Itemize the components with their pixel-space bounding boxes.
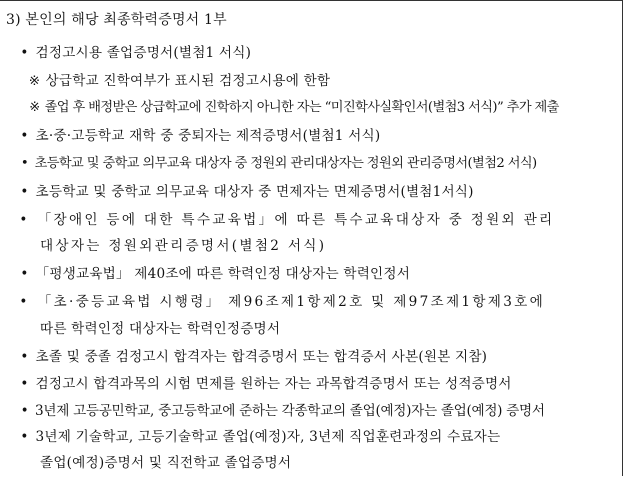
list-item <box>18 425 500 445</box>
section-heading: 3) 본인의 해당 최종학력증명서 1부 <box>6 12 227 28</box>
list-item <box>18 372 512 392</box>
list-item <box>18 399 545 419</box>
list-item <box>18 152 537 171</box>
list-item-text: 검정고시용 졸업증명서(별첨1 서식) <box>35 45 252 61</box>
list-item-text: 따른 학력인정 대상자는 학력인정증명서 <box>40 321 281 337</box>
bullet: • <box>20 45 29 61</box>
note-mark: ※ <box>28 73 41 89</box>
bullet: • <box>19 212 30 228</box>
list-item-text: 초등학교 및 중학교 의무교육 대상자 중 면제자는 면제증명서(별첨1서식) <box>35 184 474 200</box>
list-item-text: 초·중·고등학교 재학 중 중퇴자는 제적증명서(별첨1 서식) <box>35 128 381 144</box>
bullet: • <box>20 376 29 392</box>
list-item-text: 졸업(예정)증명서 및 직전학교 졸업증명서 <box>40 455 292 471</box>
bullet: • <box>20 349 29 365</box>
list-item-text: 「초·중등교육법 시행령」 제96조제1항제2호 및 제97조제1항제3호에 <box>37 294 546 310</box>
list-item <box>18 290 545 310</box>
note-item <box>28 96 559 115</box>
list-item-text: 대상자는 정원외관리증명서(별첨2 서식) <box>40 238 327 254</box>
list-item-text: 3년제 고등공민학교, 중고등학교에 준하는 각종학교의 졸업(예정)자는 졸업(예정) 증명서 <box>35 403 545 419</box>
bullet: • <box>20 128 29 144</box>
bullet: • <box>20 156 29 171</box>
list-item-text: 3년제 기술학교, 고등기술학교 졸업(예정)자, 3년제 직업훈련과정의 수료자는 <box>35 429 501 445</box>
list-item-text: 초등학교 및 중학교 의무교육 대상자 중 정원외 관리대상자는 정원외 관리증명서(별첨2 서식) <box>34 156 537 171</box>
list-item-continuation <box>40 317 280 337</box>
list-item-text: 「평생교육법」 제40조에 따른 학력인정 대상자는 학력인정서 <box>35 266 411 282</box>
bullet: • <box>20 403 29 419</box>
bullet: • <box>19 294 30 310</box>
list-item-text: 초졸 및 중졸 검정고시 합격자는 합격증명서 또는 합격증서 사본(원본 지참) <box>35 349 488 365</box>
list-item-continuation <box>40 451 291 471</box>
note-item <box>28 69 330 89</box>
note-text: 졸업 후 배정받은 상급학교에 진학하지 아니한 자는 “미진학사실확인서(별첨3 서식)” 추가 제출 <box>44 100 559 115</box>
list-item-continuation <box>40 234 326 254</box>
list-item <box>18 124 380 144</box>
list-item-text: 「장애인 등에 대한 특수교육법」에 따른 특수교육대상자 중 정원외 관리 <box>37 212 555 228</box>
bullet: • <box>20 266 29 282</box>
list-item <box>18 41 251 61</box>
list-item <box>18 180 474 200</box>
list-item-text: 검정고시 합격과목의 시험 면제를 원하는 자는 과목합격증명서 또는 성적증명서 <box>35 376 512 392</box>
bullet: • <box>20 184 29 200</box>
list-item <box>18 208 554 228</box>
list-item <box>18 345 487 365</box>
bullet: • <box>20 429 29 445</box>
note-mark: ※ <box>29 100 40 115</box>
note-text: 상급학교 진학여부가 표시된 검정고시용에 한함 <box>45 73 331 89</box>
list-item <box>18 262 410 282</box>
